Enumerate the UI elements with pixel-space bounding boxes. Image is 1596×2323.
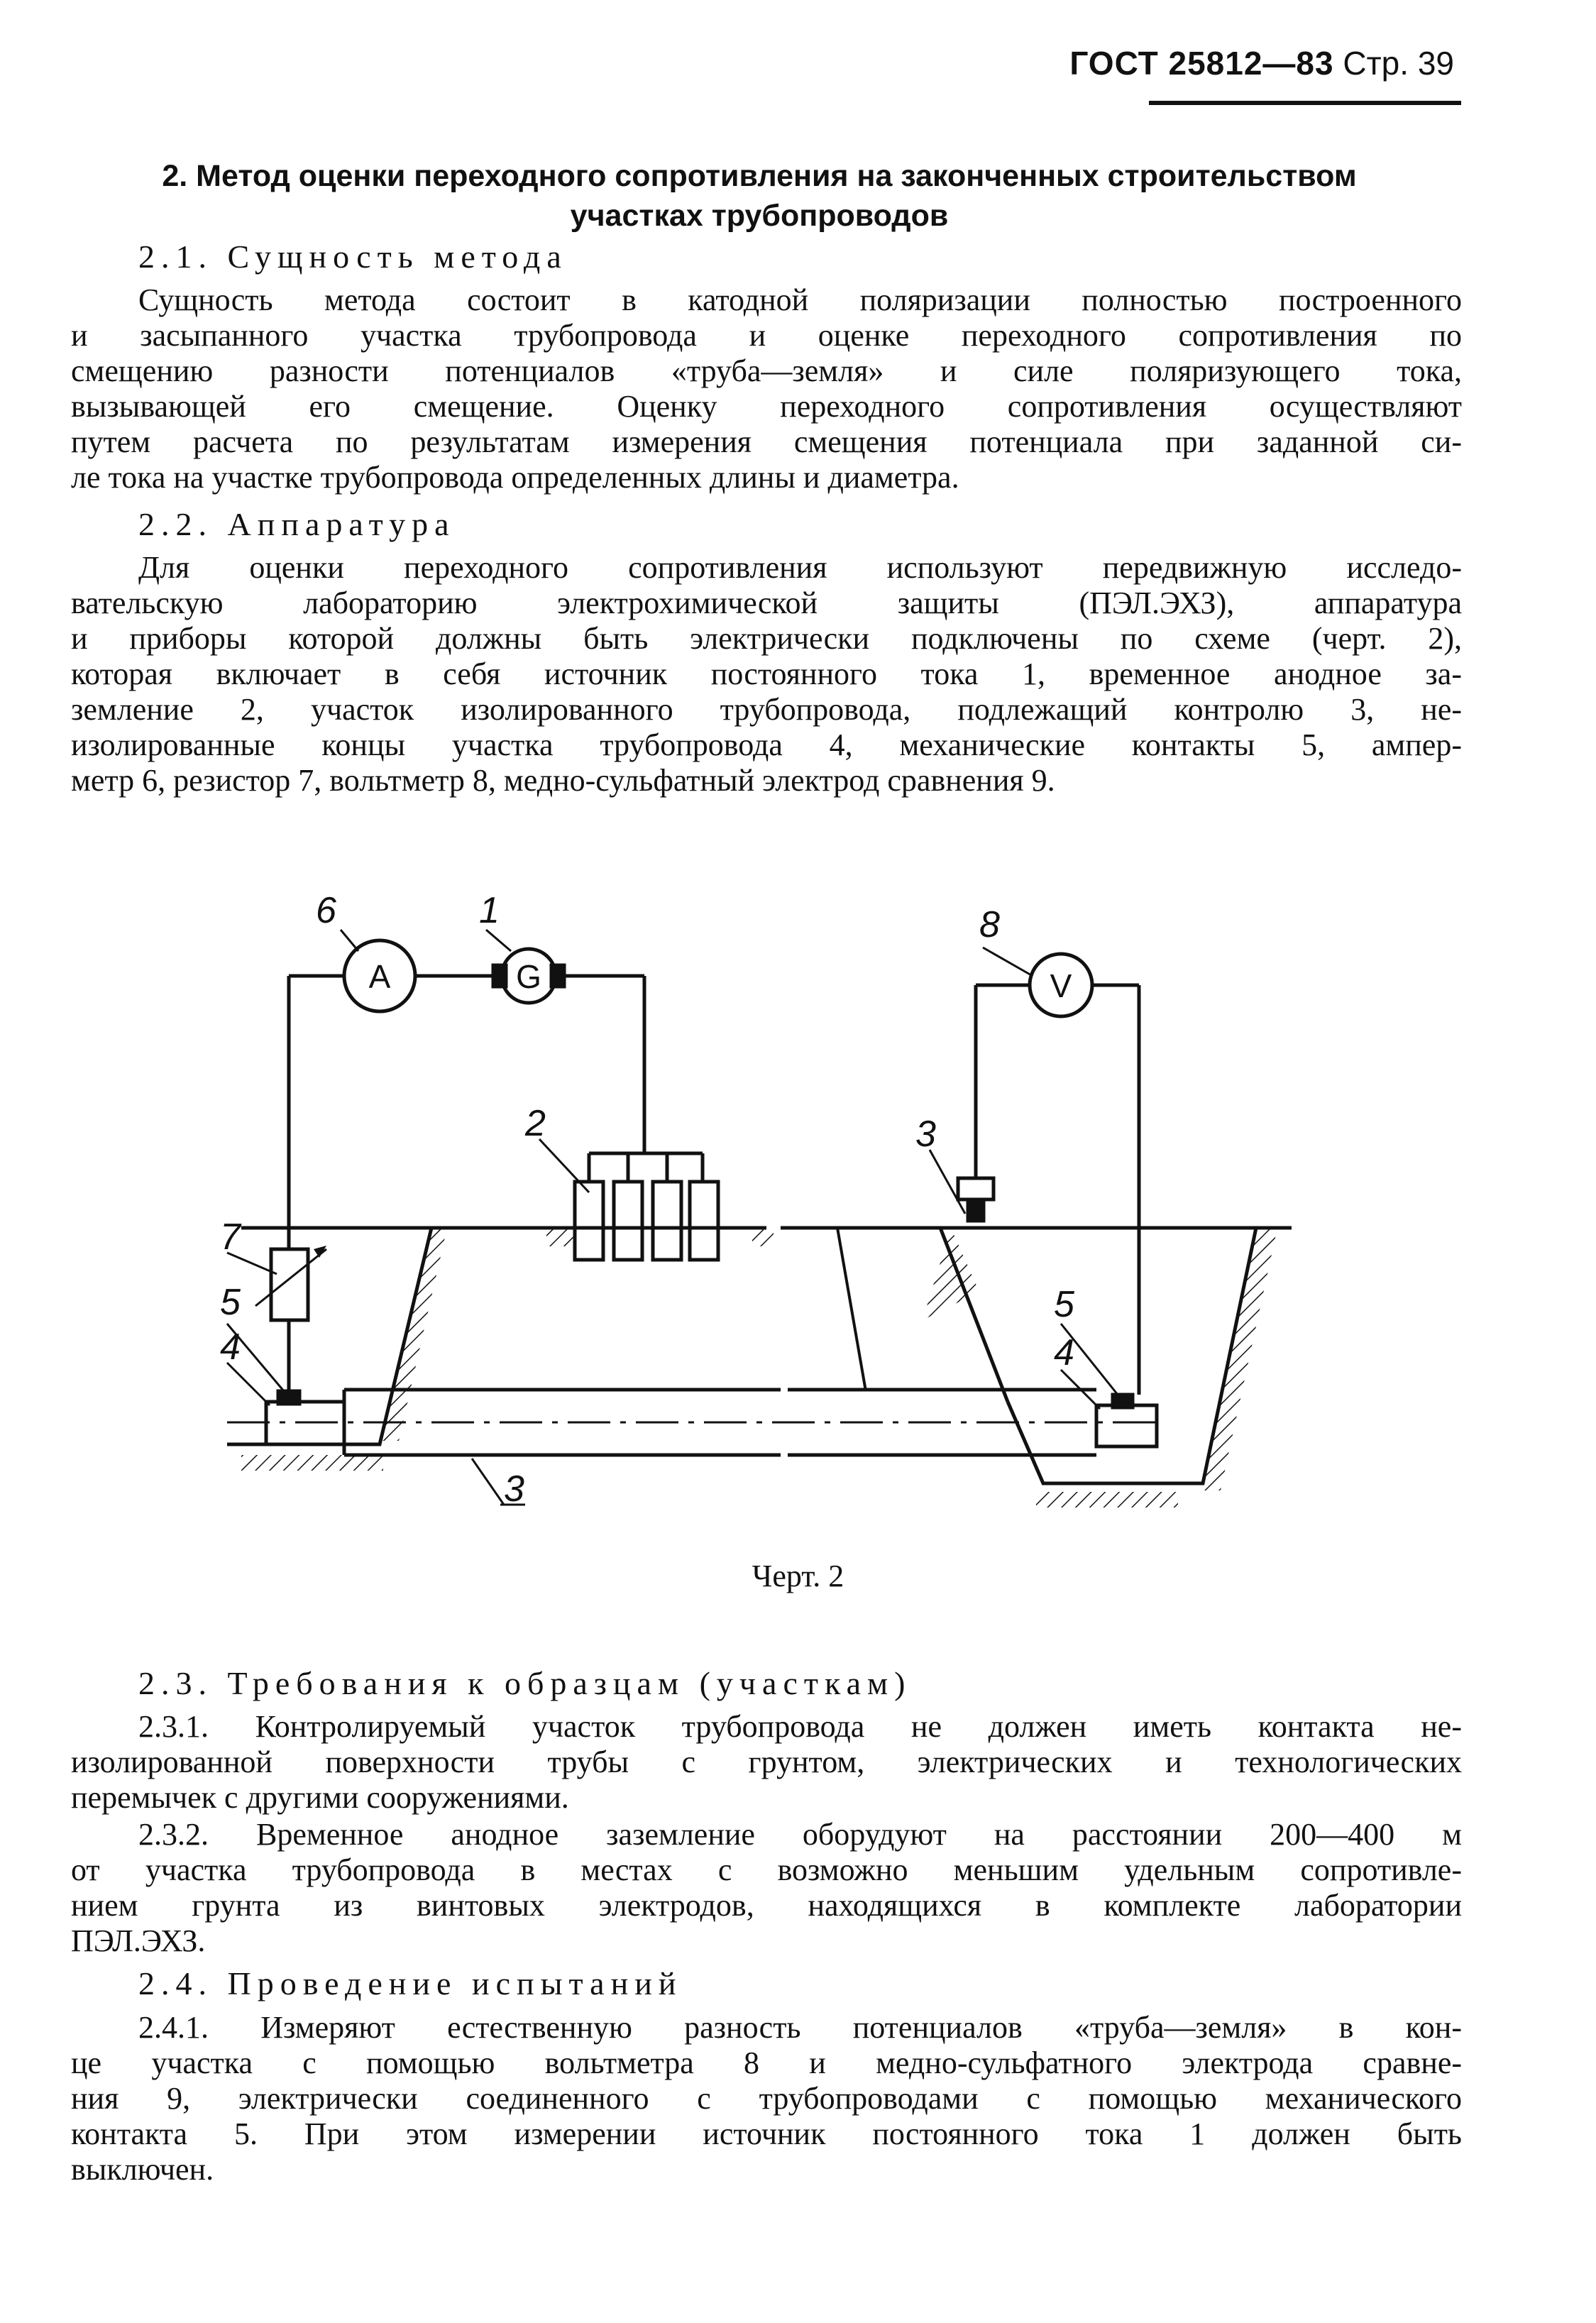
leader-line	[983, 948, 1033, 976]
text-line: Сущность метода состоит в катодной поляризации полностью построенного	[138, 282, 1462, 317]
anode-electrode	[653, 1182, 681, 1260]
label-5-left: 5	[220, 1282, 241, 1323]
leader-line	[227, 1363, 270, 1405]
resistor-7	[271, 1249, 308, 1320]
section-2-title	[85, 156, 1433, 236]
text-line: земление 2, участок изолированного трубопровода, подлежащий контролю 3, не-	[71, 692, 1462, 727]
text-line: вызывающей его смещение. Оценку переходного сопротивления осуществляют	[71, 389, 1462, 424]
pipe-bare-end-right	[1096, 1405, 1157, 1446]
leader-line	[539, 1139, 589, 1192]
contact-right	[1113, 1395, 1133, 1407]
text-line: путем расчета по результатам измерения смещения потенциала при заданной си-	[71, 424, 1462, 459]
paragraph-2-3-2	[71, 1817, 1462, 1959]
subsection-2-4-heading: 2.4. Проведение испытаний	[138, 1965, 683, 2001]
paragraph-2-4-1	[71, 2010, 1462, 2187]
text-line: смещению разности потенциалов «труба—земля» и силе поляризующего тока,	[71, 353, 1462, 388]
text-line: ПЭЛ.ЭХЗ.	[71, 1923, 206, 1958]
text-line: изолированные концы участка трубопровода 4, механические контакты 5, ампер-	[71, 727, 1462, 762]
label-4-left: 4	[220, 1327, 241, 1368]
text-line: вательскую лабораторию электрохимической защиты (ПЭЛ.ЭХЗ), аппаратура	[71, 586, 1462, 620]
anode-electrode	[690, 1182, 718, 1260]
leader-line	[341, 930, 358, 951]
page-number: Стр. 39	[1343, 45, 1454, 82]
label-7: 7	[220, 1217, 241, 1258]
paragraph-2-3-1	[71, 1709, 1462, 1816]
label-5-right: 5	[1054, 1284, 1074, 1325]
header-rule	[1149, 101, 1461, 105]
text-line: перемычек с другими сооружениями.	[71, 1780, 569, 1815]
text-line: 2.3.1. Контролируемый участок трубопровода не должен иметь контакта не-	[138, 1709, 1462, 1744]
contact-left	[278, 1391, 299, 1404]
label-1: 1	[479, 890, 500, 931]
section-2-title-line-2: участках трубопроводов	[570, 199, 949, 233]
reference-electrode	[958, 1178, 994, 1199]
leader-line	[472, 1459, 504, 1505]
text-line: ле тока на участке трубопровода определенных длины и диаметра.	[71, 460, 959, 495]
generator-terminal	[551, 965, 564, 987]
voltmeter-symbol: V	[1050, 967, 1072, 1004]
subsection-2-3-heading: 2.3. Требования к образцам (участкам)	[138, 1665, 912, 1701]
text-line: выключен.	[71, 2152, 214, 2187]
soil-hatch	[241, 1455, 383, 1471]
label-3-electrode: 3	[915, 1114, 936, 1155]
paragraph-2-2	[71, 550, 1462, 798]
label-3-pipe: 3	[504, 1468, 524, 1510]
text-line: це участка с помощью вольтметра 8 и медно-сульфатного электрода сравне-	[71, 2045, 1462, 2080]
text-line: 2.3.2. Временное анодное заземление оборудуют на расстоянии 200—400 м	[138, 1817, 1462, 1852]
subsection-2-2-heading: 2.2. Аппаратура	[138, 506, 456, 542]
label-6: 6	[316, 890, 336, 931]
subsection-2-1-heading: 2.1. Сущность метода	[138, 238, 568, 275]
standard-number: ГОСТ 25812—83	[1069, 45, 1334, 82]
text-line: которая включает в себя источник постоянного тока 1, временное анодное за-	[71, 657, 1462, 691]
ammeter-symbol: A	[368, 958, 391, 995]
text-line: 2.4.1. Измеряют естественную разность потенциалов «труба—земля» в кон-	[138, 2010, 1462, 2045]
page-header	[1028, 44, 1454, 82]
label-8: 8	[979, 904, 1000, 945]
section-2-title-line-1: 2. Метод оценки переходного сопротивления на законченных строительством	[162, 159, 1357, 193]
text-line: изолированной поверхности трубы с грунтом, электрических и технологических	[71, 1745, 1462, 1779]
text-line: и засыпанного участка трубопровода и оценке переходного сопротивления по	[71, 318, 1462, 353]
text-line: ния 9, электрически соединенного с трубопроводами с помощью механического	[71, 2081, 1462, 2116]
text-line: Для оценки переходного сопротивления используют передвижную исследо-	[138, 550, 1462, 585]
circuit-diagram	[213, 880, 1320, 1533]
resistor-arrow	[255, 1249, 326, 1306]
anode-electrode	[614, 1182, 642, 1260]
leader-line	[486, 930, 511, 951]
label-4-right: 4	[1054, 1332, 1074, 1373]
label-2: 2	[525, 1103, 546, 1144]
anode-electrode	[575, 1182, 603, 1260]
paragraph-2-1	[71, 282, 1462, 495]
text-line: контакта 5. При этом измерении источник постоянного тока 1 должен быть	[71, 2116, 1462, 2151]
reference-electrode-tip	[968, 1199, 984, 1221]
text-line: нием грунта из винтовых электродов, находящихся в комплекте лаборатории	[71, 1888, 1462, 1923]
soil-hatch	[1036, 1492, 1178, 1508]
soil-hatch	[1203, 1228, 1277, 1490]
text-line: и приборы которой должны быть электрически подключены по схеме (черт. 2),	[71, 621, 1462, 656]
soil-hatch	[752, 1229, 774, 1246]
pit-slope-inner	[837, 1228, 866, 1391]
text-line: метр 6, резистор 7, вольтметр 8, медно-сульфатный электрод сравнения 9.	[71, 763, 1055, 798]
figure-caption: Черт. 2	[752, 1559, 844, 1593]
soil-hatch	[382, 1228, 447, 1441]
soil-hatch	[546, 1229, 575, 1246]
generator-symbol: G	[516, 958, 541, 995]
text-line: от участка трубопровода в местах с возможно меньшим удельным сопротивле-	[71, 1852, 1462, 1887]
